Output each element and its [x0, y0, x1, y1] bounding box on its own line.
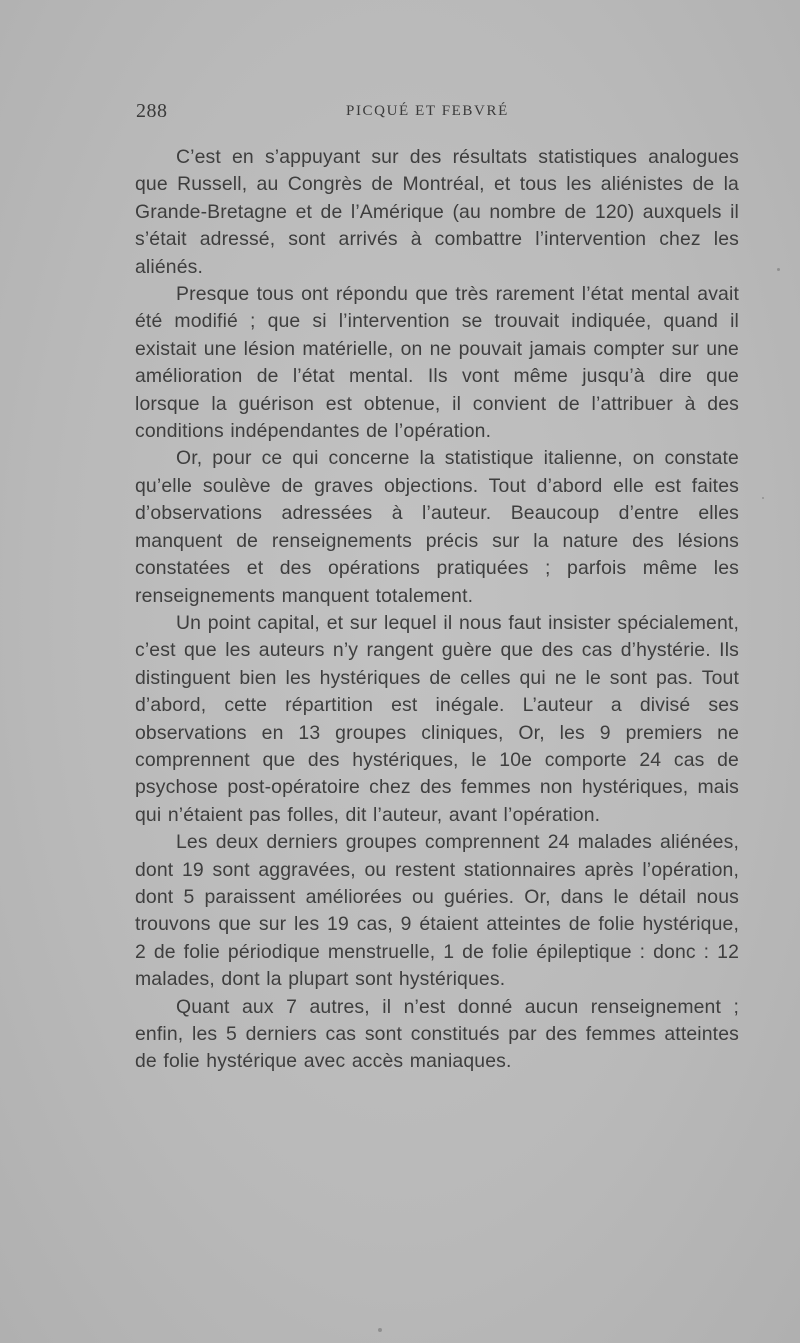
running-head	[136, 100, 736, 126]
paragraph-1: C’est en s’appuyant sur des résultats statistiques analogues que Russell, au Congrès de Montréal, et tous les aliénistes de la Grande-Bretagne et de l’Amérique (au nombre de 120) auxquels il s’était adressé, sont arrivés à combattre l’intervention chez les aliénés.	[135, 146, 739, 278]
paragraph-6: Quant aux 7 autres, il n’est donné aucun renseignement ; enfin, les 5 derniers cas sont constitués par des femmes atteintes de folie hystérique avec accès maniaques.	[135, 995, 739, 1073]
body-text	[135, 144, 739, 1076]
page-number: 288	[136, 100, 168, 122]
running-title: PICQUÉ ET FEBVRÉ	[346, 103, 509, 119]
paragraph-5: Les deux derniers groupes comprennent 24 malades aliénées, dont 19 sont aggravées, ou restent stationnaires après l’opération, dont 5 paraissent améliorées ou guéries. Or, dans le détail nous trouvons que sur les 19 cas, 9 étaient atteintes de folie hystérique, 2 de folie périodique menstruelle, 1 de folie épileptique : donc : 12 malades, dont la plupart sont hystériques.	[135, 831, 739, 991]
paragraph-3: Or, pour ce qui concerne la statistique italienne, on constate qu’elle soulève de graves objections. Tout d’abord elle est faites d’observations adressées à l’auteur. Beaucoup d’entre elles manquent de renseignements précis sur la nature des lésions constatées et des opérations pratiquées ; parfois même les renseignements manquent totalement.	[135, 447, 739, 607]
paper-speck	[378, 1328, 382, 1332]
paper-speck	[762, 497, 764, 499]
paragraph-4: Un point capital, et sur lequel il nous faut insister spécialement, c’est que les auteurs n’y rangent guère que des cas d’hystérie. Ils distinguent bien les hystériques de celles qui ne le sont pas. Tout d’abord, cette répartition est inégale. L’auteur a divisé ses observations en 13 groupes cliniques, Or, les 9 premiers ne comprennent que des hystériques, le 10e comporte 24 cas de psychose post-opératoire chez des femmes non hystériques, mais qui n’étaient pas folles, dit l’auteur, avant l’opération.	[135, 611, 739, 826]
paper-speck	[777, 268, 780, 271]
paragraph-2: Presque tous ont répondu que très rarement l’état mental avait été modifié ; que si l’intervention se trouvait indiquée, quand il existait une lésion matérielle, on ne pouvait jamais compter sur une amélioration de l’état mental. Ils vont même jusqu’à dire que lorsque la guérison est obtenue, il convient de l’attribuer à des conditions indépendantes de l’opération.	[135, 283, 739, 443]
